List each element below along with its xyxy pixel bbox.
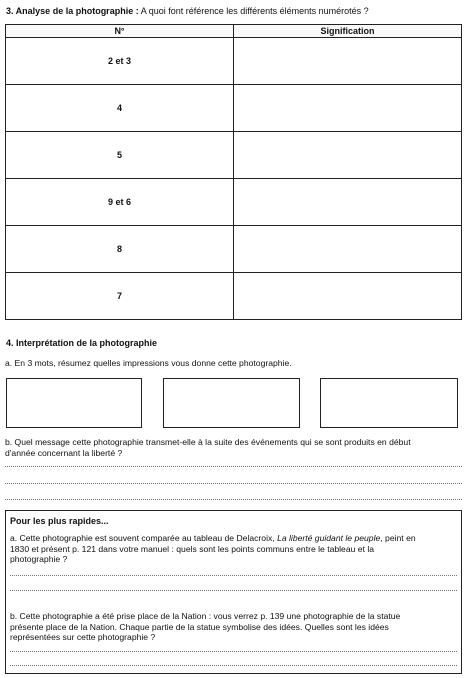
section-3-heading-rest: A quoi font référence les différents éléments numérotés ? (138, 6, 369, 16)
answer-line[interactable] (10, 651, 457, 652)
bonus-b-line-2: présente place de la Nation. Chaque partie de la statue symbolise des idées. Quelles sont les idées (10, 621, 389, 632)
row-number: 5 (6, 132, 234, 179)
painting-title: La liberté guidant le peuple (277, 533, 381, 543)
table-row (6, 38, 462, 85)
impression-box-1[interactable] (6, 378, 142, 428)
question-a: a. En 3 mots, résumez quelles impressions vous donne cette photographie. (5, 358, 292, 368)
answer-cell[interactable] (234, 273, 462, 320)
question-b (5, 437, 467, 458)
answer-line[interactable] (5, 483, 462, 484)
bonus-a-line-3: photographie ? (10, 554, 68, 564)
answer-line[interactable] (5, 499, 462, 500)
answer-line[interactable] (10, 590, 457, 591)
bonus-question-b (10, 611, 460, 643)
answer-line[interactable] (10, 665, 457, 666)
question-b-line-1: b. Quel message cette photographie transmet-elle à la suite des événements qui se sont produits en début (5, 437, 411, 447)
header-signification: Signification (234, 25, 462, 38)
bonus-a-text-post: , peint en (380, 533, 416, 543)
bonus-a-line-2: 1830 et présent p. 121 dans votre manuel : quels sont les points communs entre le tableau et la (10, 543, 375, 554)
bonus-title: Pour les plus rapides... (10, 516, 109, 526)
table-row (6, 226, 462, 273)
signification-table (5, 24, 462, 320)
section-3-heading (6, 6, 369, 17)
question-b-line-2: d'année concernant la liberté ? (5, 447, 123, 458)
bonus-a-line-1 (10, 533, 460, 544)
answer-line[interactable] (5, 466, 462, 467)
answer-cell[interactable] (234, 226, 462, 273)
bonus-a-text-pre: a. Cette photographie est souvent comparée au tableau de Delacroix, (10, 533, 278, 543)
row-number: 7 (6, 273, 234, 320)
row-number: 2 et 3 (6, 38, 234, 85)
answer-line[interactable] (10, 575, 457, 576)
answer-cell[interactable] (234, 132, 462, 179)
table-row (6, 132, 462, 179)
section-3-heading-bold: 3. Analyse de la photographie : (6, 6, 139, 16)
impression-box-2[interactable] (163, 378, 300, 428)
table-row (6, 179, 462, 226)
header-number: N° (6, 25, 234, 38)
section-4-heading: 4. Interprétation de la photographie (6, 338, 158, 348)
answer-cell[interactable] (234, 85, 462, 132)
bonus-b-line-3: représentées sur cette photographie ? (10, 632, 156, 642)
table-row (6, 273, 462, 320)
bonus-b-line-1: b. Cette photographie a été prise place de la Nation : vous verrez p. 139 une photographie de la statue (10, 611, 401, 621)
row-number: 8 (6, 226, 234, 273)
row-number: 4 (6, 85, 234, 132)
impression-box-3[interactable] (320, 378, 458, 428)
row-number: 9 et 6 (6, 179, 234, 226)
answer-cell[interactable] (234, 179, 462, 226)
answer-cell[interactable] (234, 38, 462, 85)
bonus-question-a (10, 533, 460, 565)
table-row (6, 85, 462, 132)
